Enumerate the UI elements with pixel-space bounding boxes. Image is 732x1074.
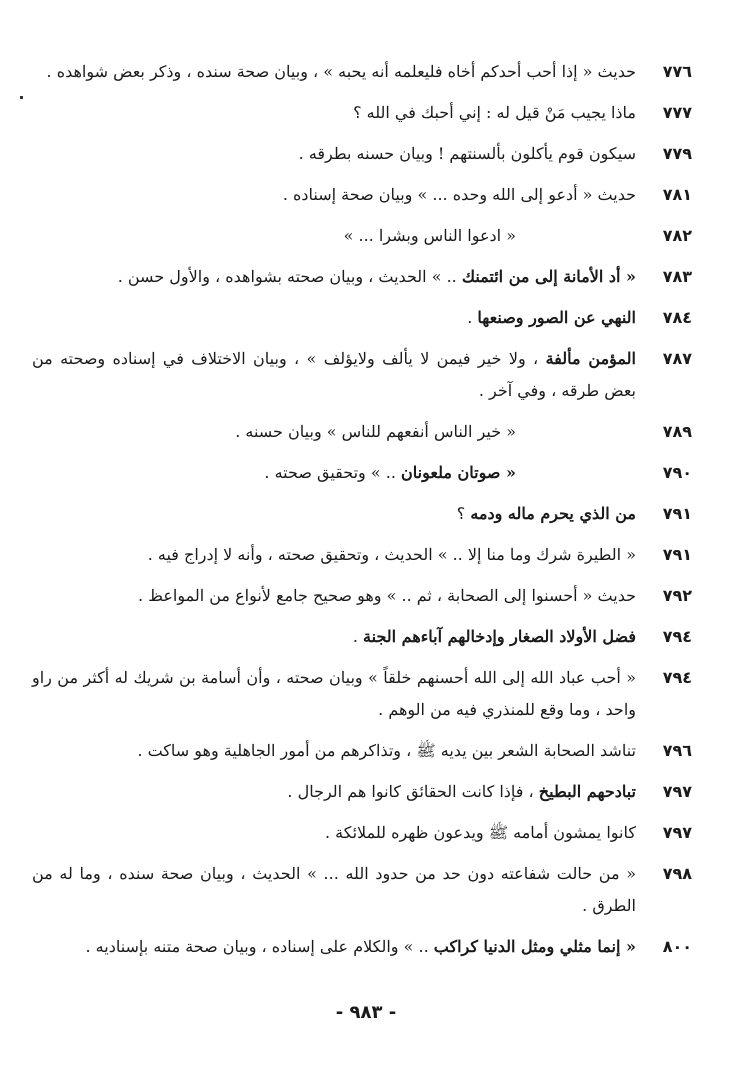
entry-text (32, 776, 636, 808)
entry-rest-text: .. » الحديث ، وبيان صحته بشواهده ، والأول حسن . (117, 267, 462, 286)
entry-bold-text: من الذي يحرم ماله ودمه (470, 504, 636, 523)
entry-number: ٧٨٧ (662, 349, 692, 368)
entry-number: ٧٨٤ (662, 308, 692, 327)
entry-text: « الطيرة شرك وما منا إلا .. » الحديث ، وتحقيق صحته ، وأنه لا إدراج فيه . (147, 545, 636, 564)
entry-bold-text: المؤمن مألفة (545, 349, 636, 368)
entry-text (32, 457, 636, 489)
entry-number: ٧٨٣ (662, 267, 692, 286)
entry-rest-text: ؟ (456, 504, 471, 523)
entry-number: ٧٧٧ (662, 103, 692, 122)
entry-number: ٧٩١ (662, 504, 692, 523)
page-number: - ٩٨٣ - (335, 1002, 397, 1023)
index-entry (32, 662, 692, 726)
entry-text: كانوا يمشون أمامه ﷺ ويدعون ظهره للملائكة . (325, 823, 636, 842)
entry-number: ٧٩٨ (662, 864, 692, 883)
entry-number: ٧٩٤ (662, 668, 692, 687)
entry-bold-text: تبادحهم البطيخ (538, 782, 636, 801)
entry-rest-text: ، ولا خير فيمن لا يألف ولايؤلف » ، وبيان الاختلاف في إسناده وصحته من بعض طرقه ، وفي آخر . (32, 349, 636, 400)
entry-rest-text: .. » وتحقيق صحته . (264, 463, 401, 482)
entry-text (32, 498, 636, 530)
entry-number: ٧٨٩ (662, 422, 692, 441)
index-entry (32, 56, 692, 88)
entry-text (32, 261, 636, 293)
index-entry (32, 179, 692, 211)
index-entry (32, 97, 692, 129)
entry-bold-text: النهي عن الصور وصنعها (477, 308, 636, 327)
entry-text: « خير الناس أنفعهم للناس » وبيان حسنه . (235, 422, 516, 441)
entry-text: حديث « أدعو إلى الله وحده ... » وبيان صحة إسناده . (282, 185, 636, 204)
index-entry (32, 416, 692, 448)
entry-text: « أحب عباد الله إلى الله أحسنهم خلقاً » وبيان صحته ، وأن أسامة بن شريك له أكثر من راو واحد ، وما وقع للمنذري فيه من الوهم . (32, 668, 636, 719)
entry-text: سيكون قوم يأكلون بألسنتهم ! وبيان حسنه بطرقه . (298, 144, 636, 163)
entry-text: حديث « إذا أحب أحدكم أخاه فليعلمه أنه يحبه » ، وبيان صحة سنده ، وذكر بعض شواهده . (46, 62, 636, 81)
entry-rest-text: . (352, 627, 364, 646)
entry-text (32, 302, 636, 334)
index-entry (32, 735, 692, 767)
entry-text: ماذا يجيب مَنْ قيل له : إني أحبك في الله ؟ (353, 103, 636, 122)
index-entry (32, 776, 692, 808)
index-entry (32, 261, 692, 293)
entry-number: ٧٩٠ (662, 463, 692, 482)
entry-text: تناشد الصحابة الشعر بين يديه ﷺ ، وتذاكرهم من أمور الجاهلية وهو ساكت . (137, 741, 636, 760)
index-entry (32, 580, 692, 612)
entry-number: ٧٩٧ (662, 823, 692, 842)
index-entry (32, 858, 692, 922)
entry-text: « ادعوا الناس وبشرا ... » (343, 226, 516, 245)
entry-rest-text: .. » والكلام على إسناده ، وبيان صحة متنه بإسناديه . (85, 937, 434, 956)
entry-bold-text: « أد الأمانة إلى من ائتمنك (461, 267, 636, 286)
entry-text (32, 621, 636, 653)
index-entry (32, 138, 692, 170)
entry-number: ٧٩١ (662, 545, 692, 564)
entry-rest-text: . (467, 308, 478, 327)
entry-number: ٨٠٠ (662, 937, 692, 956)
index-entry (32, 457, 692, 489)
index-entry (32, 817, 692, 849)
entry-text (32, 343, 636, 407)
entry-number: ٧٨٢ (662, 226, 692, 245)
entry-text: « من حالت شفاعته دون حد من حدود الله ... » الحديث ، وبيان صحة سنده ، وما له من الطرق . (32, 864, 636, 915)
index-entry (32, 220, 692, 252)
entry-bold-text: فضل الأولاد الصغار وإدخالهم آباءهم الجنة (363, 627, 636, 646)
entry-text (32, 931, 636, 963)
entry-bold-text: « صوتان ملعونان (401, 463, 516, 482)
index-entry (32, 498, 692, 530)
entry-number: ٧٧٦ (662, 62, 692, 81)
index-entry (32, 931, 692, 963)
entry-number: ٧٨١ (662, 185, 692, 204)
entry-number: ٧٧٩ (662, 144, 692, 163)
entry-text: حديث « أحسنوا إلى الصحابة ، ثم .. » وهو صحيح جامع لأنواع من المواعظ . (137, 586, 636, 605)
entry-rest-text: ، فإذا كانت الحقائق كانوا هم الرجال . (287, 782, 539, 801)
index-entry (32, 343, 692, 407)
index-entries (32, 56, 692, 972)
entry-number: ٧٩٦ (662, 741, 692, 760)
entry-number: ٧٩٢ (662, 586, 692, 605)
entry-number: ٧٩٧ (662, 782, 692, 801)
index-entry (32, 621, 692, 653)
entry-bold-text: « إنما مثلي ومثل الدنيا كراكب (433, 937, 636, 956)
index-entry (32, 302, 692, 334)
index-entry (32, 539, 692, 571)
entry-number: ٧٩٤ (662, 627, 692, 646)
margin-dot (20, 96, 23, 99)
